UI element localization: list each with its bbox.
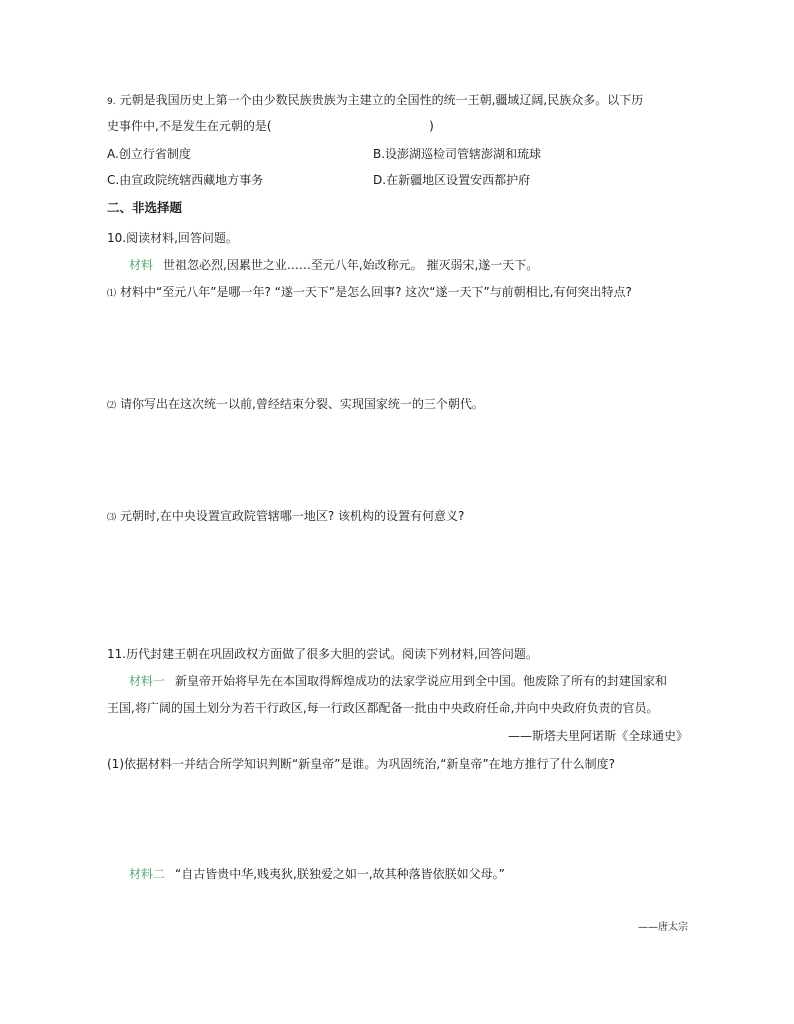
- option-letter: A.: [107, 147, 119, 161]
- q9-stem-close: ): [429, 119, 434, 133]
- option-text: 创立行省制度: [118, 147, 191, 161]
- material-text: 世祖忽必烈,因累世之业……至元八年,始改称元。 摧灭弱宋,遂一天下。: [163, 258, 539, 272]
- q10-stem: 10.阅读材料,回答问题。: [107, 231, 238, 245]
- q9-option-b[interactable]: [373, 146, 541, 162]
- option-text: 设澎湖巡检司管辖澎湖和琉球: [385, 147, 542, 161]
- material-label: 材料二: [129, 867, 166, 881]
- q9-option-d[interactable]: [373, 172, 530, 188]
- sub-question-text: 材料中“至元八年”是哪一年? “遂一天下”是怎么回事? 这次“遂一天下”与前朝相比,有何突出特点?: [120, 285, 632, 299]
- q10-material: [129, 257, 538, 273]
- option-letter: C.: [107, 173, 120, 187]
- q9-stem-line2: 史事件中,不是发生在元朝的是(: [107, 119, 272, 133]
- q11-material1-line1: [129, 673, 667, 689]
- q11-material1-source: ——斯塔夫里阿诺斯《全球通史》: [507, 729, 688, 743]
- material-label: 材料: [129, 258, 154, 272]
- option-letter: D.: [373, 173, 387, 187]
- sub-number: ⑴: [107, 289, 117, 299]
- q10-sub3: [107, 508, 464, 526]
- q10-sub1: [107, 284, 632, 302]
- q11-stem: 11.历代封建王朝在巩固政权方面做了很多大胆的尝试。阅读下列材料,回答问题。: [107, 647, 538, 661]
- option-letter: B.: [373, 147, 386, 161]
- sub-question-text: 元朝时,在中央设置宣政院管辖哪一地区? 该机构的设置有何意义?: [120, 509, 465, 523]
- q11-material2-source: ——唐太宗: [638, 922, 688, 933]
- material-label: 材料一: [129, 674, 166, 688]
- sub-question-text: 请你写出在这次统一以前,曾经结束分裂、实现国家统一的三个朝代。: [120, 397, 484, 411]
- material-text: 新皇帝开始将早先在本国取得辉煌成功的法家学说应用到全中国。他废除了所有的封建国家和: [175, 674, 668, 688]
- q9-line1: [107, 92, 643, 110]
- q11-material1-line2: 王国,将广阔的国土划分为若干行政区,每一行政区都配备一批由中央政府任命,并向中央政府负责的官员。: [107, 701, 659, 715]
- sub-number: ⑵: [107, 401, 117, 411]
- q9-option-c[interactable]: [107, 172, 263, 188]
- q11-material2: [129, 866, 505, 882]
- q9-number: 9.: [107, 97, 116, 107]
- q9-stem-line1: 元朝是我国历史上第一个由少数民族贵族为主建立的全国性的统一王朝,疆域辽阔,民族众多。以下历: [119, 93, 644, 107]
- option-text: 由宣政院统辖西藏地方事务: [119, 173, 264, 187]
- q9-line2: [107, 118, 434, 134]
- option-text: 在新疆地区设置安西都护府: [386, 173, 531, 187]
- material-text: “自古皆贵中华,贱夷狄,朕独爱之如一,故其种落皆依朕如父母。”: [175, 867, 505, 881]
- q11-sub1: (1)依据材料一并结合所学知识判断“新皇帝”是谁。为巩固统治,“新皇帝”在地方推行了什么制度?: [107, 757, 616, 771]
- sub-number: ⑶: [107, 513, 117, 523]
- section-title: 二、非选择题: [107, 200, 183, 215]
- q10-sub2: [107, 396, 484, 414]
- q9-option-a[interactable]: [107, 146, 191, 162]
